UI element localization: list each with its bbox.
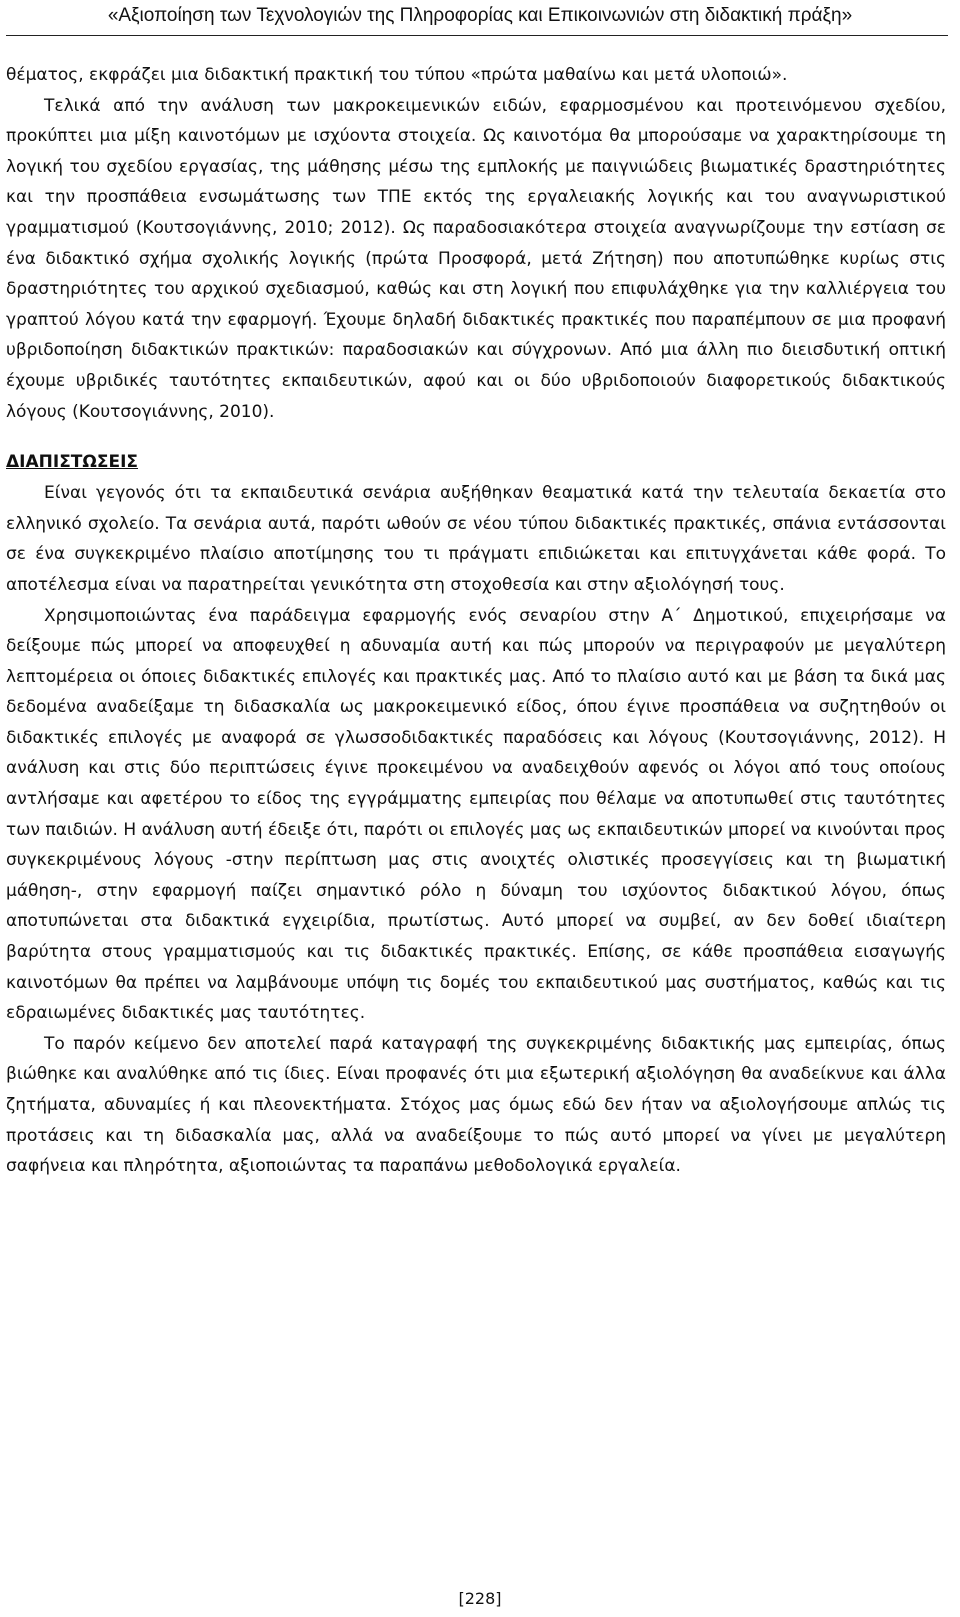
section-heading: ΔΙΑΠΙΣΤΩΣΕΙΣ — [6, 452, 139, 473]
paragraph-findings-2: Χρησιμοποιώντας ένα παράδειγμα εφαρμογής ενός σεναρίου στην Α΄ Δημοτικού, επιχειρήσαμε να δείξουμε πώς μπορεί να αποφευχθεί η αδυναμία αυτή και πώς μπορούν να περιγραφούν με μεγαλύτερη λεπτομέρεια οι όποιες διδακτικές επιλογές και πρακτικές μας. Από το πλαίσιο αυτό και με βάση τα δικά μας δεδομένα αναδείξαμε τη διδασκαλία ως μακροκειμενικό είδος, όπου έγινε προσπάθεια να συζητηθούν οι διδακτικές επιλογές με αναφορά σε γλωσσοδιδακτικές παραδόσεις και λόγους (Κουτσογιάννης, 2012). Η ανάλυση και στις δύο περιπτώσεις έγινε προκειμένου να αναδειχθούν αφενός οι λόγοι από τους οποίους αντλήσαμε και αφετέρου το είδος της εγγράμματης εμπειρίας που θέλαμε να αποτυπωθεί στις ταυτότητες των παιδιών. Η ανάλυση αυτή έδειξε ότι, παρότι οι επιλογές μας ως εκπαιδευτικών μπορεί να κινούνται προς συγκεκριμένους λόγους -στην περίπτωση μας στις ανοιχτές ολιστικές προσεγγίσεις και τη βιωματική μάθηση-, στην εφαρμογή παίζει σημαντικό ρόλο η δύναμη του ισχύοντος διδακτικού λόγου, όπως αποτυπώνεται στα διδακτικά εγχειρίδια, πρωτίστως. Αυτό μπορεί να συμβεί, αν δεν δοθεί ιδιαίτερη βαρύτητα στους γραμματισμούς και τις διδακτικές πρακτικές. Επίσης, σε κάθε προσπάθεια εισαγωγής καινοτόμων θα πρέπει να λαμβάνουμε υπόψη τις δομές του εκπαιδευτικού μας συστήματος, καθώς και τις εδραιωμένες διδακτικές μας ταυτότητες. — [6, 605, 946, 1024]
running-header: «Αξιοποίηση των Τεχνολογιών της Πληροφορίας και Επικοινωνιών στη διδακτική πράξη» — [107, 5, 853, 26]
paragraph-continuation: θέματος, εκφράζει μια διδακτική πρακτική του τύπου «πρώτα μαθαίνω και μετά υλοποιώ». — [6, 65, 788, 85]
page-number: [228] — [458, 1589, 502, 1608]
paragraph-findings-1: Είναι γεγονός ότι τα εκπαιδευτικά σενάρια αυξήθηκαν θεαματικά κατά την τελευταία δεκαετία στο ελληνικό σχολείο. Τα σενάρια αυτά, παρότι ωθούν σε νέου τύπου διδακτικές πρακτικές, σπάνια εντάσσονται σε ένα συγκεκριμένο πλαίσιο αποτίμησης του τι πράγματι επιδιώκεται και επιτυγχάνεται κάθε φορά. Το αποτέλεσμα είναι να παρατηρείται γενικότητα στη στοχοθεσία και στην αξιολόγησή τους. — [6, 483, 946, 595]
paragraph-findings-3: Το παρόν κείμενο δεν αποτελεί παρά καταγραφή της συγκεκριμένης διδακτικής μας εμπειρίας, όπως βιώθηκε και αναλύθηκε από τις ίδιες. Είναι προφανές ότι μια εξωτερική αξιολόγηση θα αναδείκνυε και άλλα ζητήματα, αδυναμίες ή και πλεονεκτήματα. Στόχος μας όμως εδώ δεν ήταν να αξιολογήσουμε απλώς τις προτάσεις και τη διδασκαλία μας, αλλά να αναδείξουμε το πώς αυτό μπορεί να γίνει με μεγαλύτερη σαφήνεια και πληρότητα, αξιοποιώντας τα παραπάνω μεθοδολογικά εργαλεία. — [6, 1033, 946, 1177]
paragraph-conclusion-analysis: Τελικά από την ανάλυση των μακροκειμενικών ειδών, εφαρμοσμένου και προτεινόμενου σχεδίου, προκύπτει μια μίξη καινοτόμων με ισχύοντα στοιχεία. Ως καινοτόμα θα μπορούσαμε να χαρακτηρίσουμε τη λογική του σχεδίου εργασίας, της μάθησης μέσω της εμπλοκής με παιγνιώδεις βιωματικές δραστηριότητες και την προσπάθεια ενσωμάτωσης των ΤΠΕ εκτός της εργαλειακής λογικής και του αναγνωριστικού γραμματισμού (Κουτσογιάννης, 2010; 2012). Ως παραδοσιακότερα στοιχεία αναγνωρίζουμε την εστίαση σε ένα διδακτικό σχήμα σχολικής λογικής (πρώτα Προσφορά, μετά Ζήτηση) που αποτυπώθηκε κυρίως στις δραστηριότητες του αρχικού σχεδιασμού, καθώς και στη λογική που επιφυλάχθηκε για την καλλιέργεια του γραπτού λόγου κατά την εφαρμογή. Έχουμε δηλαδή διδακτικές πρακτικές που παραπέμπουν σε μια προφανή υβριδοποίηση διδακτικών πρακτικών: παραδοσιακών και σύγχρονων. Από μια άλλη πιο διεισδυτική οπτική έχουμε υβριδικές ταυτότητες εκπαιδευτικών, αφού και οι δύο υβριδοποιούν διαφορετικούς διδακτικούς λόγους (Κουτσογιάννης, 2010). — [6, 95, 946, 422]
header-divider — [6, 35, 948, 36]
page-body — [6, 60, 946, 1182]
